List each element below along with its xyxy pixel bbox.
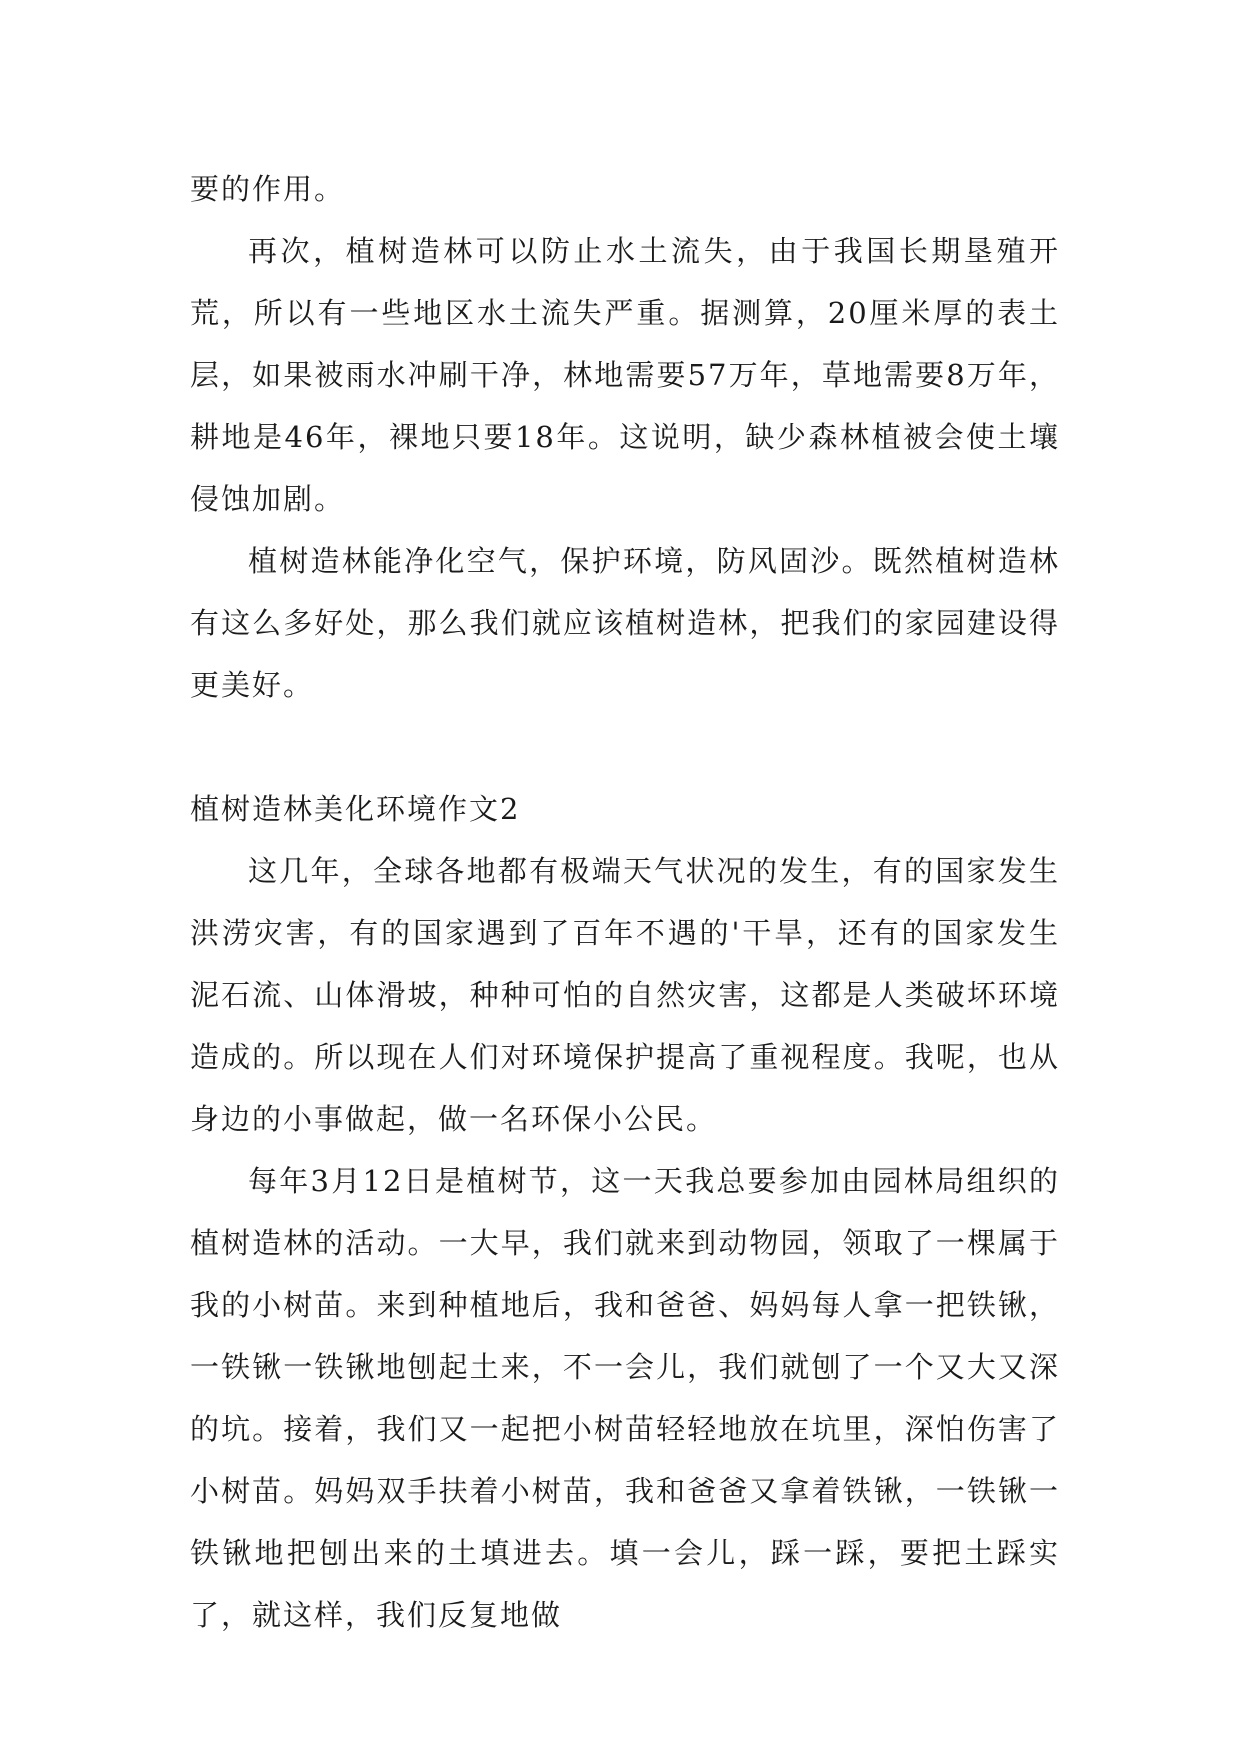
- section-title: 植树造林美化环境作文2: [190, 792, 521, 826]
- paragraph-arbor-day: 每年3月12日是植树节，这一天我总要参加由园林局组织的植树造林的活动。一大早，我们就来到动物园，领取了一棵属于我的小树苗。来到种植地后，我和爸爸、妈妈每人拿一把铁锹，一铁锹一铁锹地刨起土来，不一会儿，我们就刨了一个又大又深的坑。接着，我们又一起把小树苗轻轻地放在坑里，深怕伤害了小树苗。妈妈双手扶着小树苗，我和爸爸又拿着铁锹，一铁锹一铁锹地把刨出来的土填进去。填一会儿，踩一踩，要把土踩实了，就这样，我们反复地做: [190, 1164, 1060, 1632]
- section-gap: [190, 716, 1060, 778]
- paragraph-continuation: 要的作用。: [190, 172, 346, 206]
- paragraph-conclusion: 植树造林能净化空气，保护环境，防风固沙。既然植树造林有这么多好处，那么我们就应该植树造林，把我们的家园建设得更美好。: [190, 544, 1060, 702]
- document-body: [190, 158, 1060, 1646]
- paragraph-soil-erosion: 再次，植树造林可以防止水土流失，由于我国长期垦殖开荒，所以有一些地区水土流失严重。据测算，20厘米厚的表土层，如果被雨水冲刷干净，林地需要57万年，草地需要8万年，耕地是46年，裸地只要18年。这说明，缺少森林植被会使土壤侵蚀加剧。: [190, 234, 1060, 516]
- paragraph-extreme-weather: 这几年，全球各地都有极端天气状况的发生，有的国家发生洪涝灾害，有的国家遇到了百年不遇的'干旱，还有的国家发生泥石流、山体滑坡，种种可怕的自然灾害，这都是人类破坏环境造成的。所以现在人们对环境保护提高了重视程度。我呢，也从身边的小事做起，做一名环保小公民。: [190, 854, 1060, 1136]
